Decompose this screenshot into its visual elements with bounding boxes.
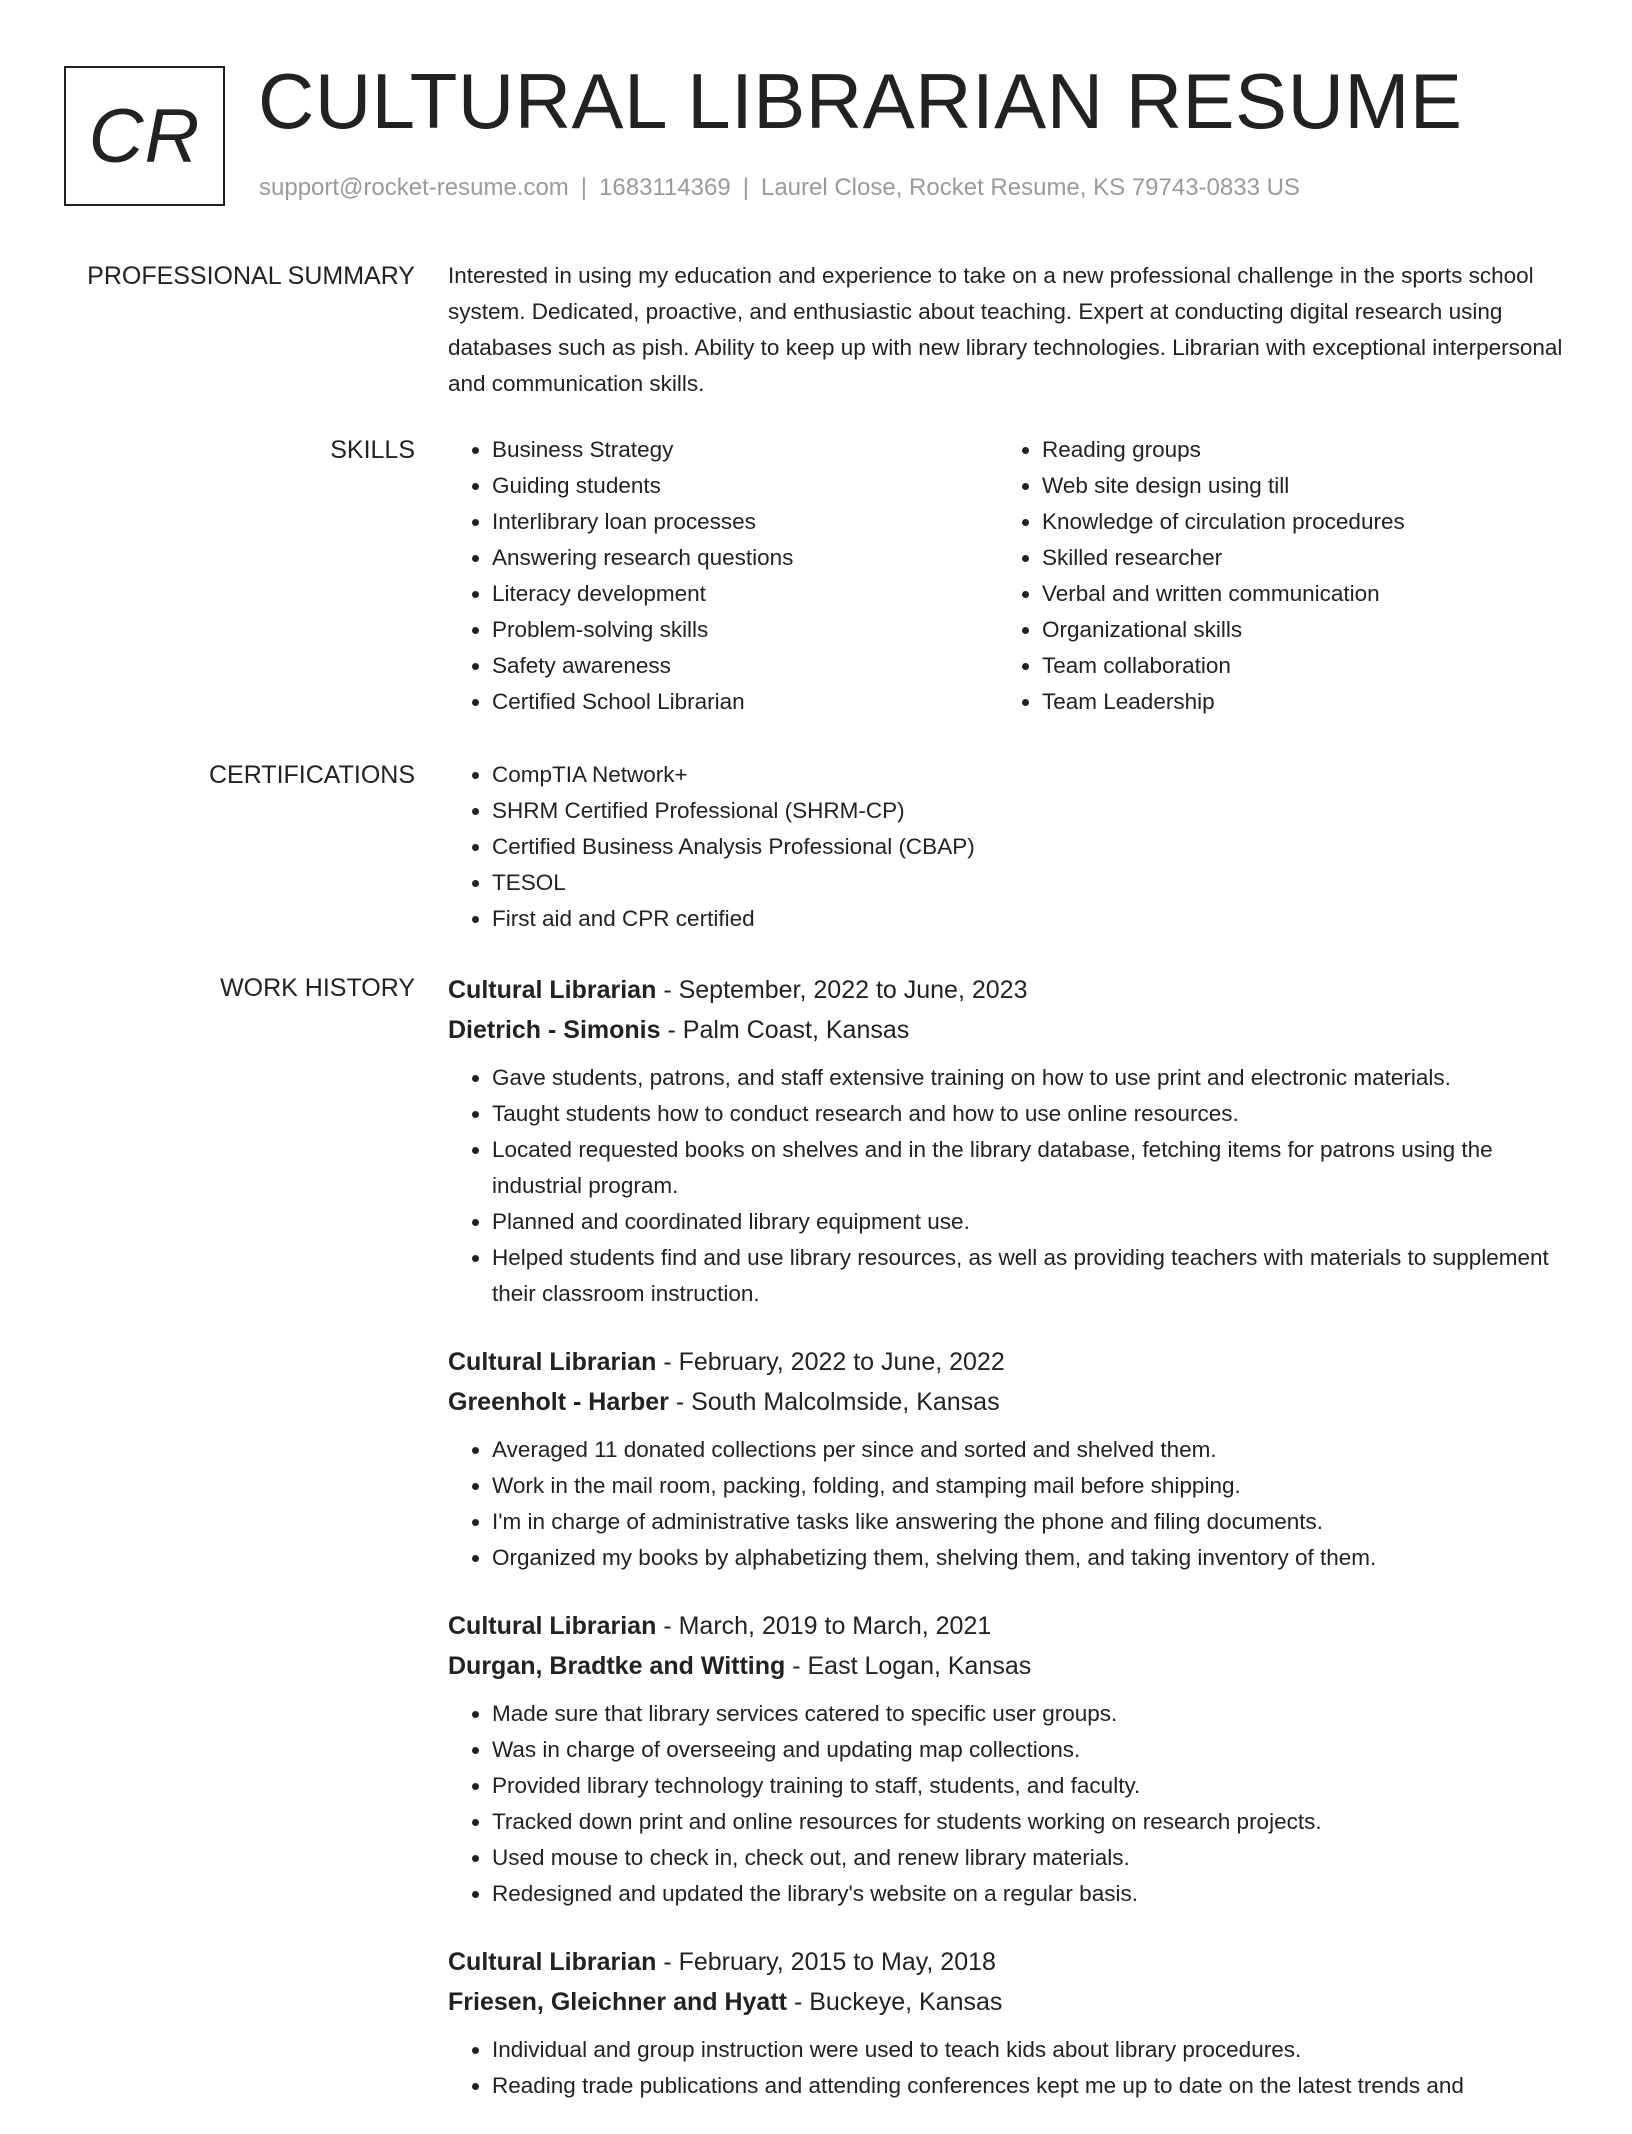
job-entry — [448, 1342, 1568, 1576]
job-entry — [448, 1606, 1568, 1912]
contact-separator: | — [742, 174, 749, 201]
skill-item: • Guiding students — [492, 468, 998, 504]
job-duty: • Was in charge of overseeing and updating map collections. — [492, 1732, 1568, 1768]
skills-column-right — [998, 432, 1548, 720]
skills-list-right — [998, 432, 1548, 720]
summary-text: Interested in using my education and experience to take on a new professional challenge in the sports school system. Dedicated, proactive, and enthusiastic about teaching. Expert at conducting digital research using databases such as pish. Ability to keep up with new library technologies. Librarian with exceptional interpersonal and communication skills. — [448, 263, 1563, 396]
skill-item: • Verbal and written communication — [1042, 576, 1548, 612]
job-title: Cultural Librarian — [448, 976, 657, 1004]
work-history-body — [448, 970, 1568, 2134]
skill-item: • Certified School Librarian — [492, 684, 998, 720]
job-location: - East Logan, Kansas — [785, 1652, 1032, 1680]
job-dates: - February, 2015 to May, 2018 — [656, 1948, 996, 1976]
contact-email: support@rocket-resume.com — [259, 174, 569, 201]
certification-item: • First aid and CPR certified — [492, 901, 1568, 937]
job-dates: - February, 2022 to June, 2022 — [656, 1348, 1005, 1376]
job-location: - South Malcolmside, Kansas — [668, 1388, 1000, 1416]
certifications-body — [448, 757, 1568, 937]
job-company: Durgan, Bradtke and Witting — [448, 1652, 786, 1680]
job-duties-list — [448, 1060, 1568, 1312]
job-duty: • Planned and coordinated library equipment use. — [492, 1204, 1568, 1240]
job-duties-list — [448, 1696, 1568, 1912]
job-dates: - March, 2019 to March, 2021 — [656, 1612, 992, 1640]
skill-item: • Team Leadership — [1042, 684, 1548, 720]
job-title: Cultural Librarian — [448, 1948, 657, 1976]
resume-title: CULTURAL LIBRARIAN RESUME — [258, 57, 1463, 145]
certifications-list — [448, 757, 1568, 937]
skill-item: • Problem-solving skills — [492, 612, 998, 648]
skill-item: • Safety awareness — [492, 648, 998, 684]
job-company: Friesen, Gleichner and Hyatt — [448, 1988, 787, 2016]
job-duty: • Used mouse to check in, check out, and renew library materials. — [492, 1840, 1568, 1876]
section-label-work-history: WORK HISTORY — [220, 974, 415, 1002]
job-duty: • Gave students, patrons, and staff extensive training on how to use print and electronic materials. — [492, 1060, 1568, 1096]
job-location: - Palm Coast, Kansas — [660, 1016, 910, 1044]
section-label-summary: PROFESSIONAL SUMMARY — [87, 262, 415, 290]
job-duty: • I'm in charge of administrative tasks like answering the phone and filing documents. — [492, 1504, 1568, 1540]
job-title-line — [448, 1942, 1568, 1982]
section-label-certifications: CERTIFICATIONS — [208, 761, 415, 789]
job-duty: • Taught students how to conduct research and how to use online resources. — [492, 1096, 1568, 1132]
skill-item: • Business Strategy — [492, 432, 998, 468]
job-company-line — [448, 1382, 1568, 1422]
job-company-line — [448, 1646, 1568, 1686]
certification-item: • SHRM Certified Professional (SHRM-CP) — [492, 793, 1568, 829]
job-duties-list — [448, 2032, 1568, 2104]
job-title: Cultural Librarian — [448, 1348, 657, 1376]
job-duty: • Located requested books on shelves and in the library database, fetching items for patrons using the industrial program. — [492, 1132, 1568, 1204]
job-entry — [448, 970, 1568, 1312]
skill-item: • Organizational skills — [1042, 612, 1548, 648]
job-duty: • Provided library technology training to staff, students, and faculty. — [492, 1768, 1568, 1804]
skill-item: • Literacy development — [492, 576, 998, 612]
job-duty: • Individual and group instruction were used to teach kids about library procedures. — [492, 2032, 1568, 2068]
job-title-line — [448, 1342, 1568, 1382]
job-entry — [448, 1942, 1568, 2104]
job-duty: • Reading trade publications and attending conferences kept me up to date on the latest trends and — [492, 2068, 1568, 2104]
section-label-skills: SKILLS — [330, 436, 415, 464]
certification-item: • Certified Business Analysis Professional (CBAP) — [492, 829, 1568, 865]
job-title-line — [448, 970, 1568, 1010]
job-duty: • Helped students find and use library resources, as well as providing teachers with materials to supplement their classroom instruction. — [492, 1240, 1568, 1312]
skill-item: • Team collaboration — [1042, 648, 1548, 684]
job-company-line — [448, 1982, 1568, 2022]
job-company-line — [448, 1010, 1568, 1050]
job-company: Greenholt - Harber — [448, 1388, 669, 1416]
contact-separator: | — [580, 174, 588, 201]
job-location: - Buckeye, Kansas — [787, 1988, 1003, 2016]
job-company: Dietrich - Simonis — [448, 1016, 661, 1044]
summary-body — [448, 258, 1568, 402]
contact-line — [259, 174, 1300, 202]
job-duty: • Organized my books by alphabetizing them, shelving them, and taking inventory of them. — [492, 1540, 1568, 1576]
job-duty: • Redesigned and updated the library's website on a regular basis. — [492, 1876, 1568, 1912]
job-duty: • Averaged 11 donated collections per since and sorted and shelved them. — [492, 1432, 1568, 1468]
monogram-initials: CR — [88, 93, 201, 179]
contact-phone: 1683114369 — [599, 174, 731, 201]
skills-column-left — [448, 432, 998, 720]
job-title-line — [448, 1606, 1568, 1646]
skills-body — [448, 432, 1568, 720]
skill-item: • Web site design using till — [1042, 468, 1548, 504]
skills-list-left — [448, 432, 998, 720]
skill-item: • Interlibrary loan processes — [492, 504, 998, 540]
job-title: Cultural Librarian — [448, 1612, 657, 1640]
job-dates: - September, 2022 to June, 2023 — [656, 976, 1028, 1004]
skill-item: • Answering research questions — [492, 540, 998, 576]
skill-item: • Knowledge of circulation procedures — [1042, 504, 1548, 540]
certification-item: • TESOL — [492, 865, 1568, 901]
skill-item: • Skilled researcher — [1042, 540, 1548, 576]
skill-item: • Reading groups — [1042, 432, 1548, 468]
job-duties-list — [448, 1432, 1568, 1576]
job-duty: • Work in the mail room, packing, folding, and stamping mail before shipping. — [492, 1468, 1568, 1504]
job-duty: • Made sure that library services catered to specific user groups. — [492, 1696, 1568, 1732]
job-duty: • Tracked down print and online resources for students working on research projects. — [492, 1804, 1568, 1840]
monogram-box — [64, 66, 225, 206]
contact-address: Laurel Close, Rocket Resume, KS 79743-0833 US — [760, 174, 1300, 201]
certification-item: • CompTIA Network+ — [492, 757, 1568, 793]
